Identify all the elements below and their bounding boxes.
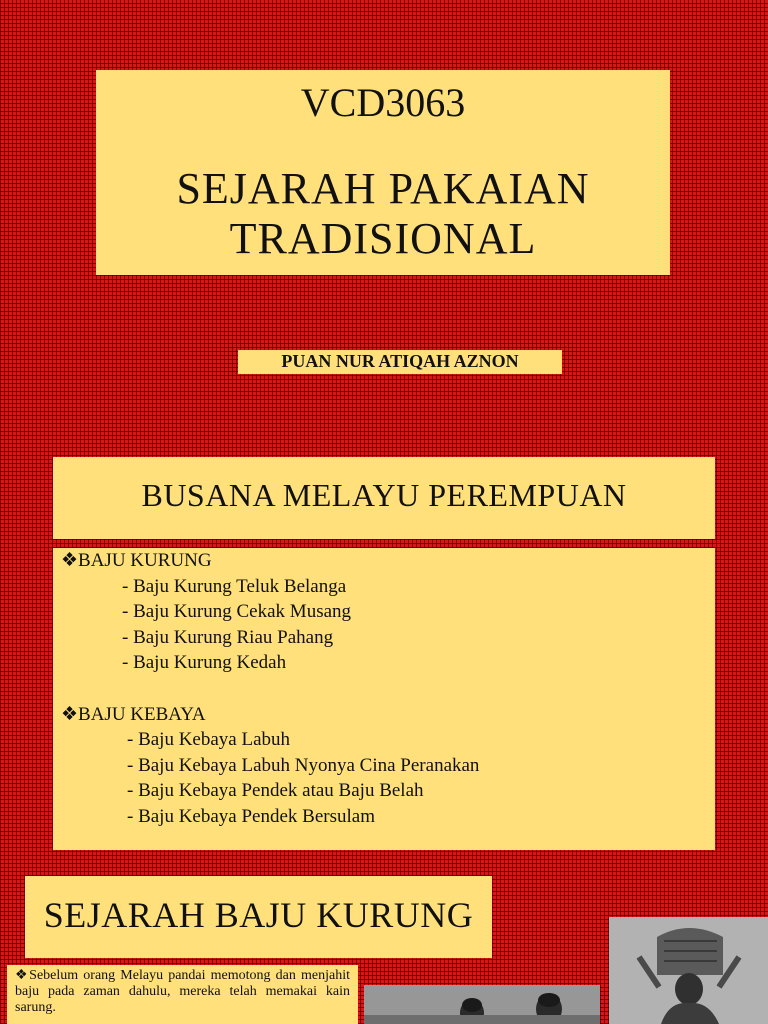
list-item: - Baju Kebaya Pendek Bersulam <box>127 805 375 827</box>
history-title: SEJARAH BAJU KURUNG <box>25 876 492 958</box>
historical-photo-women <box>364 985 600 1024</box>
course-code: VCD3063 <box>300 80 466 125</box>
list-item: - Baju Kebaya Labuh Nyonya Cina Peranakan <box>127 754 480 776</box>
main-title-line-1: SEJARAH PAKAIAN <box>176 164 590 213</box>
group-heading: ❖BAJU KEBAYA <box>61 703 206 725</box>
list-item: - Baju Kurung Riau Pahang <box>122 626 334 648</box>
list-item: - Baju Kebaya Pendek atau Baju Belah <box>127 780 424 801</box>
clothing-list <box>53 548 715 850</box>
list-item: - Baju Kebaya Labuh <box>127 729 291 750</box>
group-baju-kurung <box>61 548 715 676</box>
list-item: - Baju Kurung Kedah <box>122 652 287 673</box>
main-title <box>96 164 670 264</box>
section-title: BUSANA MELAYU PEREMPUAN <box>53 457 715 539</box>
history-paragraph: ❖Sebelum orang Melayu pandai memotong dan menjahit baju pada zaman dahulu, mereka telah memakai kain sarung. <box>7 965 358 1024</box>
main-title-line-2: TRADISIONAL <box>229 214 537 263</box>
list-item: - Baju Kurung Teluk Belanga <box>122 575 347 597</box>
list-item: - Baju Kurung Cekak Musang <box>122 601 352 622</box>
title-card <box>96 70 670 275</box>
author-label: PUAN NUR ATIQAH AZNON <box>238 350 562 374</box>
historical-photo-figure <box>609 917 768 1024</box>
group-baju-kebaya <box>61 702 715 830</box>
group-heading: ❖BAJU KURUNG <box>61 550 212 571</box>
